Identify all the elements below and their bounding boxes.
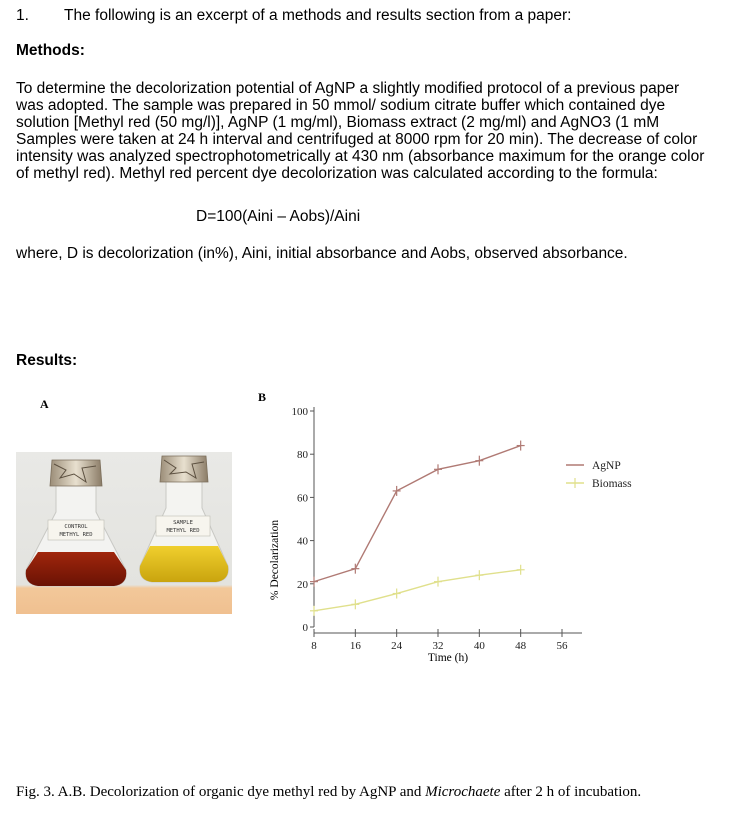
caption-suffix: after 2 h of incubation. — [500, 784, 642, 800]
flask-photo — [16, 452, 232, 614]
methods-paragraph — [16, 80, 728, 182]
x-tick-label: 8 — [311, 640, 317, 652]
chart-series — [310, 441, 525, 616]
data-point-biomass — [393, 589, 401, 599]
methods-line: of methyl red). Methyl red percent dye decolorization was calculated according to the formula: — [16, 165, 658, 182]
y-tick-label: 0 — [302, 622, 308, 634]
caption-prefix: Fig. 3. A.B. Decolorization of organic dye methyl red by AgNP and — [16, 784, 426, 800]
question-prompt: The following is an excerpt of a methods and results section from a paper: — [64, 7, 572, 24]
methods-line: intensity was analyzed spectrophotometrically at 430 nm (absorbance maximum for the orange color — [16, 148, 705, 165]
data-point-biomass — [475, 570, 483, 580]
methods-line: To determine the decolorization potential of AgNP a slightly modified protocol of a previous paper — [16, 80, 680, 97]
data-point-agnp — [517, 441, 525, 451]
decolorization-chart — [262, 395, 662, 670]
chart-legend — [566, 460, 632, 490]
methods-line: solution [Methyl red (50 mg/l)], AgNP (1 mg/ml), Biomass extract (2 mg/ml) and AgNO3 (1 mM — [16, 114, 660, 131]
methods-heading: Methods: — [16, 42, 85, 59]
x-tick-label: 56 — [556, 640, 568, 652]
y-tick-label: 80 — [297, 449, 308, 462]
data-point-biomass — [434, 577, 442, 587]
x-tick-label: 48 — [515, 640, 527, 652]
y-tick-label: 40 — [297, 535, 308, 548]
x-tick-label: 32 — [432, 640, 444, 652]
data-point-agnp — [351, 564, 359, 574]
chart-axes — [292, 406, 583, 652]
sample-label-line2: METHYL RED — [166, 528, 200, 534]
y-tick-label: 20 — [297, 578, 308, 591]
data-point-biomass — [310, 606, 318, 616]
data-point-agnp — [475, 456, 483, 466]
formula-definition: where, D is decolorization (in%), Aini, initial absorbance and Aobs, observed absorbance. — [16, 245, 628, 262]
question-number: 1. — [16, 7, 29, 24]
x-axis-label: Time (h) — [427, 652, 469, 664]
figure-caption — [16, 784, 716, 801]
panel-b-label: B — [258, 390, 267, 404]
legend-item-agnp — [566, 460, 621, 472]
methods-line: Samples were taken at 24 h interval and centrifuged at 8000 rpm for 20 min). The decrease of color — [16, 131, 698, 148]
data-point-biomass — [517, 565, 525, 575]
y-tick-label: 60 — [297, 492, 308, 505]
y-axis-label: % Decolarization — [269, 519, 281, 601]
control-label-line1: CONTROL — [64, 524, 88, 530]
legend-item-biomass — [566, 478, 632, 490]
sample-label-line1: SAMPLE — [173, 520, 193, 526]
series-line-agnp — [314, 446, 521, 582]
methods-line: was adopted. The sample was prepared in 50 mmol/ sodium citrate buffer which contained dye — [16, 97, 666, 114]
legend-label: Biomass — [592, 478, 632, 490]
x-tick-label: 16 — [349, 640, 361, 652]
x-tick-label: 40 — [473, 640, 485, 652]
data-point-agnp — [310, 577, 318, 587]
results-heading: Results: — [16, 352, 78, 369]
y-tick-label: 100 — [291, 406, 308, 418]
series-line-biomass — [314, 570, 521, 611]
control-label-line2: METHYL RED — [59, 532, 93, 538]
data-point-agnp — [393, 486, 401, 496]
decolorization-formula: D=100(Aini – Aobs)/Aini — [196, 208, 361, 225]
legend-label: AgNP — [592, 460, 621, 472]
caption-organism: Microchaete — [425, 784, 501, 800]
data-point-biomass — [351, 599, 359, 609]
panel-a-label: A — [40, 397, 49, 411]
x-tick-label: 24 — [391, 640, 403, 652]
data-point-agnp — [434, 464, 442, 474]
